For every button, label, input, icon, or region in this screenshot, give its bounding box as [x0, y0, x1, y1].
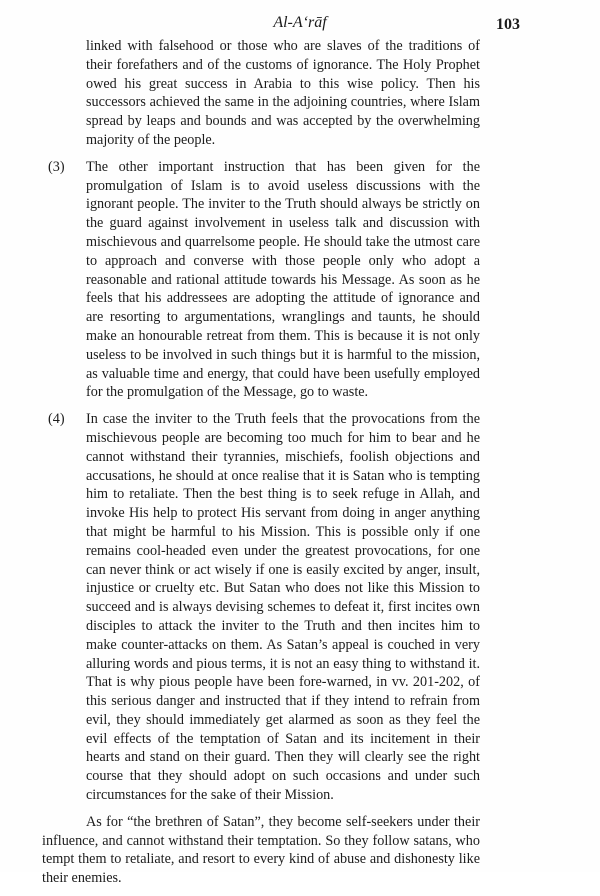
paragraph-text: As for “the brethren of Satan”, they become self-seekers under their influence, and cannot withstand their temptation. So they follow satans, who tempt them to retaliate, and resort to every kind of abuse and dishonesty like their enemies. — [42, 813, 480, 887]
numbered-paragraph-3 — [42, 158, 480, 402]
body-text — [42, 37, 480, 896]
paragraph-text: In case the inviter to the Truth feels that the provocations from the mischievous people are becoming too much for him to bear and he cannot withstand their tyrannies, mischiefs, foolish objections and accusations, he should at once realise that it is Satan who is tempting him to retaliate. Then the best thing is to seek refuge in Allah, and invoke His help to protect His servant from doing in anger anything that might be harmful to his Mission. This is possible only if one remains cool-headed even under the greatest provocations, for one can never think or act wisely if one is easily excited by anger, insult, injustice or cruelty etc. But Satan who does not like this Mission to succeed and is always devising schemes to defeat it, first incites own disciples to attack the inviter to the Truth and then incites him to make counter-attacks on them. As Satan’s appeal is couched in very alluring words and pious terms, it is not an easy thing to withstand it. That is why pious people have been fore-warned, in vv. 201-202, of this serious danger and instructed that if they intend to refrain from evil, they should immediately get alarmed as soon as they feel the evil effects of the temptation of Satan and its incitement in their hearts and stand on their guard. Then they will clearly see the right course that they should adopt on such occasions and under such circumstances for the sake of their Mission. — [86, 411, 480, 804]
page-number: 103 — [496, 16, 520, 33]
closing-paragraph — [42, 813, 480, 888]
running-title: Al-A‘rāf — [273, 14, 327, 31]
paragraph-number: (4) — [48, 411, 65, 428]
numbered-paragraph-4 — [42, 410, 480, 805]
paragraph-text: The other important instruction that has been given for the promulgation of Islam is to avoid useless discussions with the ignorant people. The inviter to the Truth should always be strictly on the guard against involvement in useless talk and discussion with mischievous and quarrelsome people. He should take the utmost care to approach and converse with those people only who adopt a reasonable and rational attitude towards his Message. As soon as he feels that his addressees are adopting the attitude of ignorance and are resorting to argumentations, wranglings and taunts, he should make an honourable retreat from them. This is because it is not only useless to be involved in such things but it is harmful to the mission, as valuable time and energy, that could have been usefully employed for the promulgation of the Message, go to waste. — [86, 158, 480, 401]
paragraph-text: linked with falsehood or those who are slaves of the traditions of their forefathers and of the customs of ignorance. The Holy Prophet owed his great success in Arabia to this wise policy. Then his successors achieved the same in the adjoining countries, where Islam spread by leaps and bounds and was accepted by the overwhelming majority of the people. — [86, 38, 480, 148]
running-header — [0, 12, 600, 34]
paragraph-number: (3) — [48, 158, 65, 175]
paragraph-continuation — [42, 37, 480, 150]
